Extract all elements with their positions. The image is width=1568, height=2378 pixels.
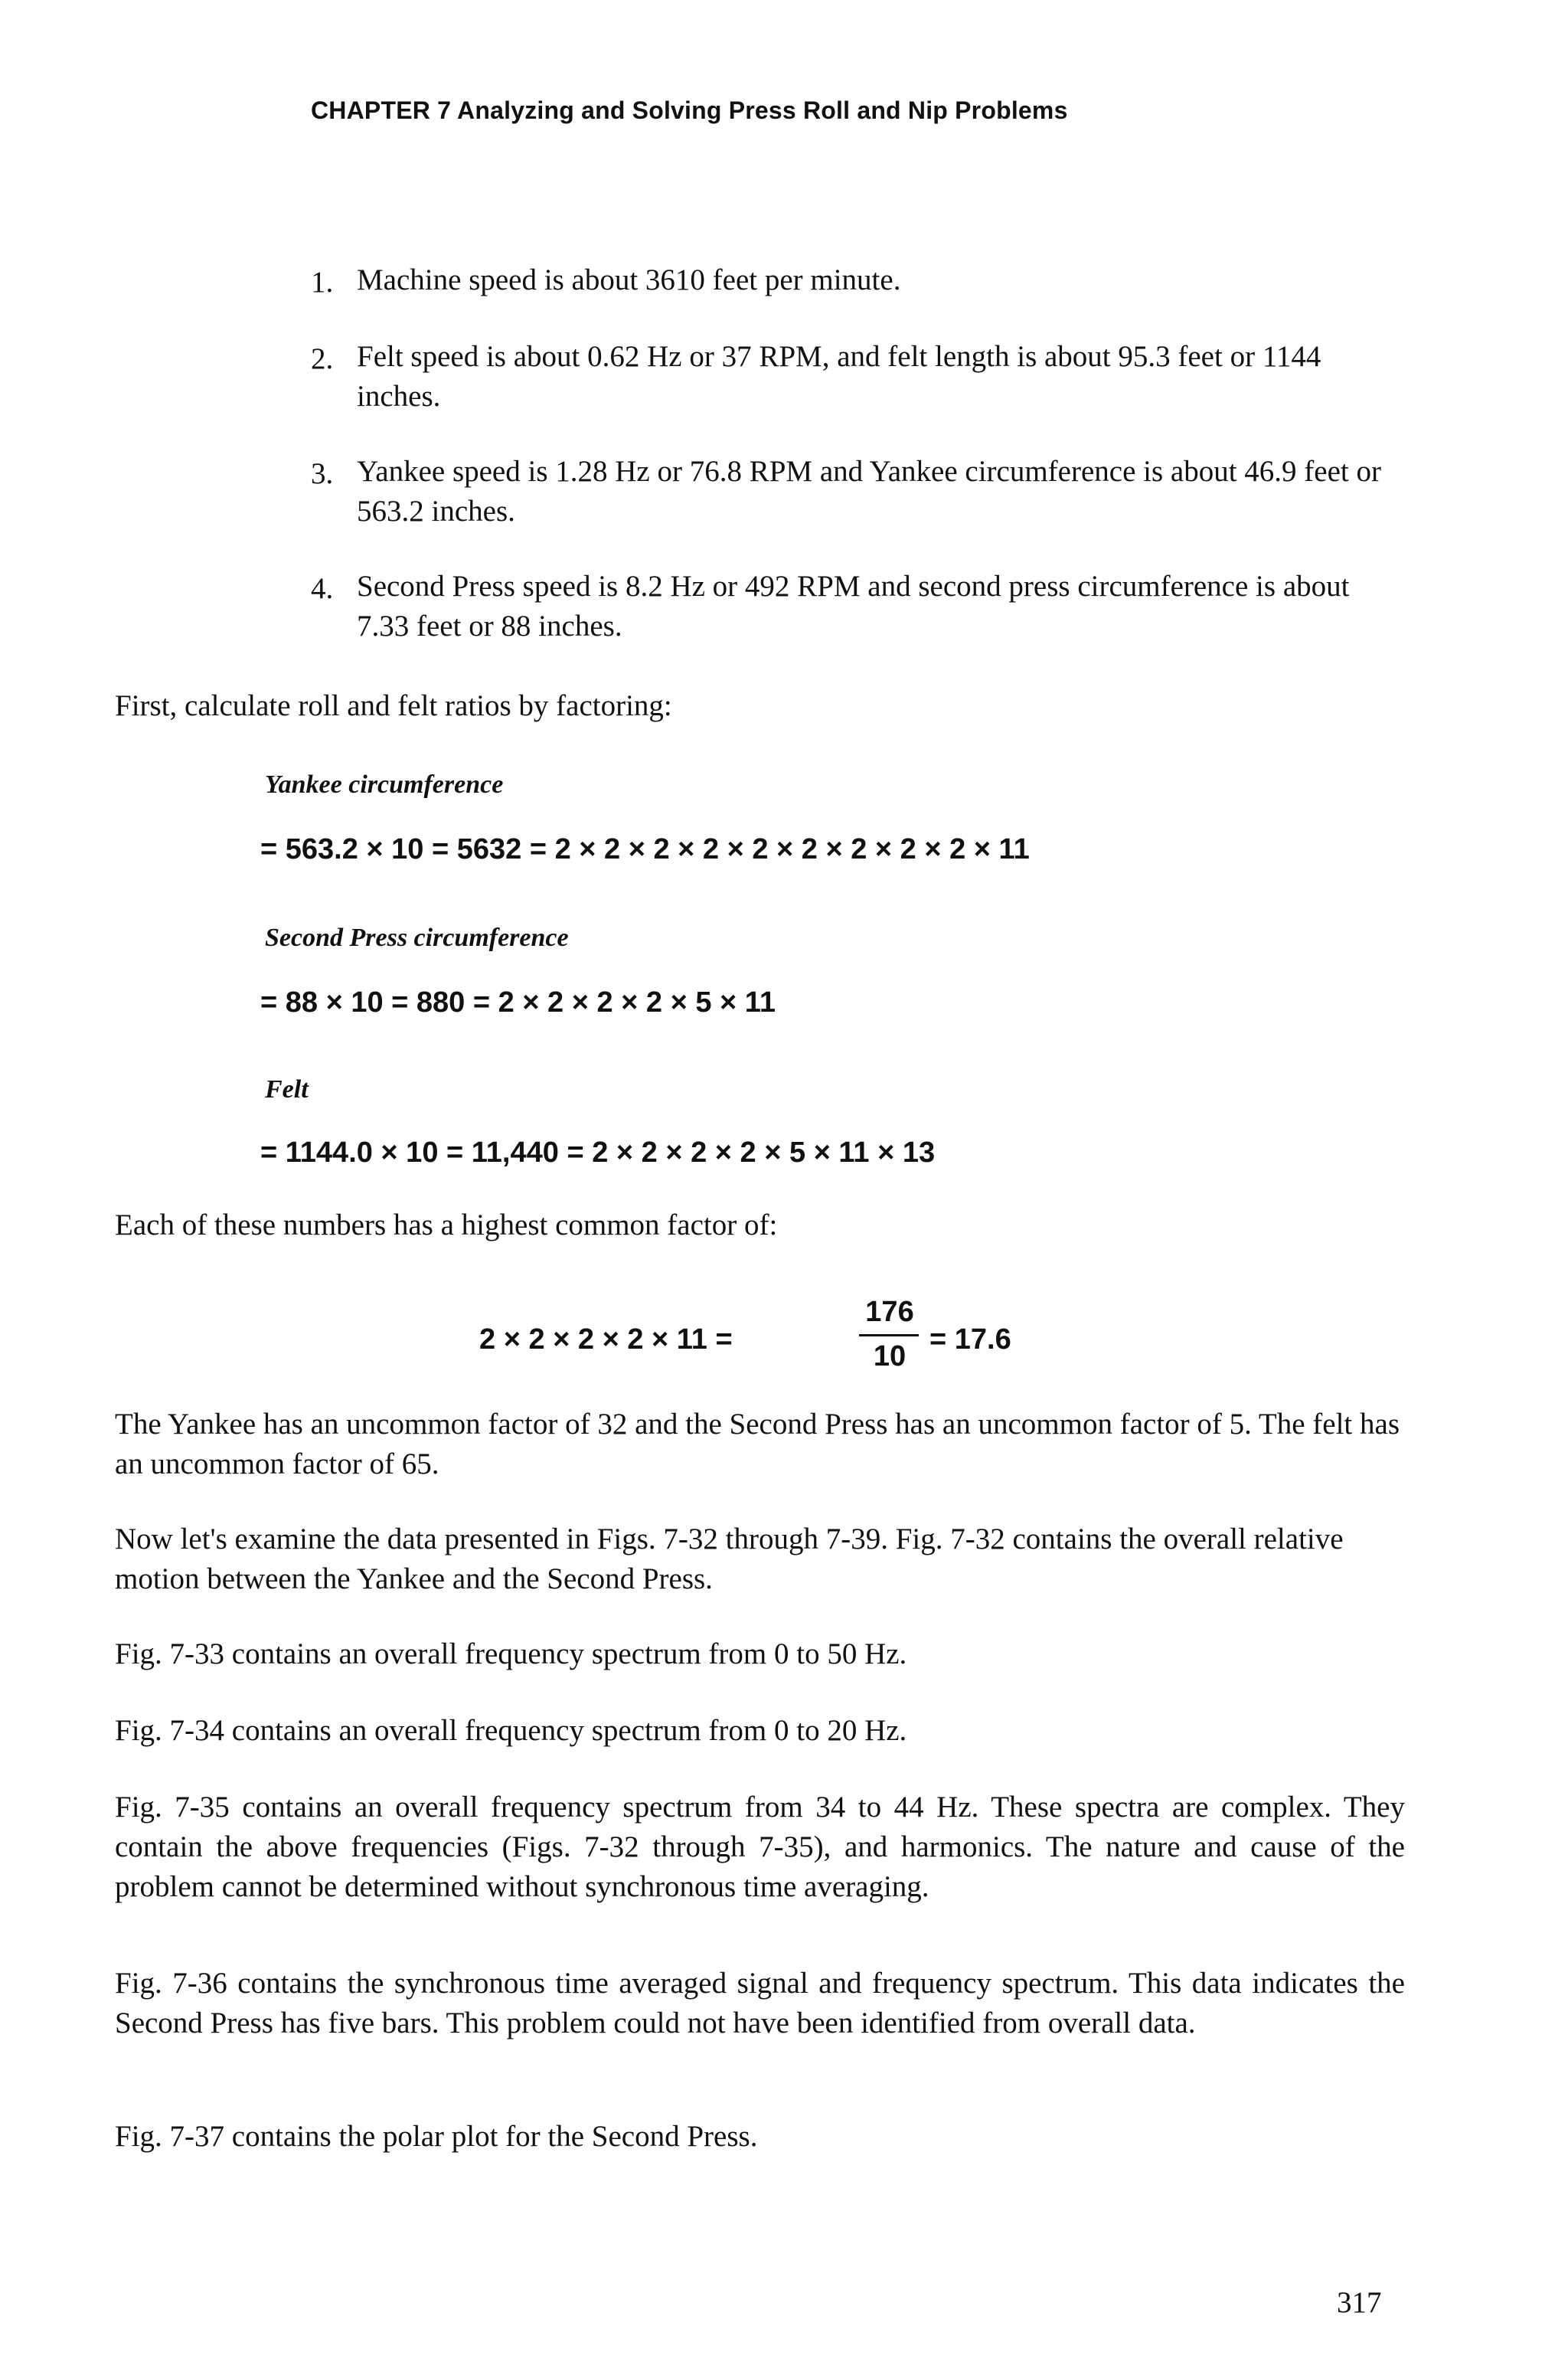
- paragraph-fig-7-35: Fig. 7-35 contains an overall frequency spectrum from 34 to 44 Hz. These spectra are complex. They contain the above frequencies (Figs. 7-32 through 7-35), and harmonics. The nature and cause of the problem cannot be determined without synchronous time averaging.: [115, 1791, 1405, 1903]
- hcf-numerator: 176: [865, 1296, 914, 1328]
- list-number-3: 3.: [311, 457, 334, 490]
- list-number-4: 4.: [311, 572, 334, 605]
- hcf-intro: Each of these numbers has a highest common factor of:: [115, 1209, 778, 1241]
- equation-label-second-press: Second Press circumference: [265, 924, 569, 952]
- paragraph-fig-7-33: Fig. 7-33 contains an overall frequency spectrum from 0 to 50 Hz.: [115, 1637, 907, 1670]
- paragraph-examine-data: Now let's examine the data presented in Figs. 7-32 through 7-39. Fig. 7-32 contains the overall relative motion between the Yankee and the Second Press.: [115, 1523, 1344, 1595]
- list-number-1: 1.: [311, 266, 334, 299]
- equation-yankee: = 563.2 × 10 = 5632 = 2 × 2 × 2 × 2 × 2 × 2 × 2 × 2 × 2 × 11: [260, 833, 1030, 865]
- hcf-rhs: = 17.6: [929, 1323, 1011, 1356]
- equation-label-yankee: Yankee circumference: [265, 770, 504, 799]
- paragraph-fig-7-37: Fig. 7-37 contains the polar plot for the Second Press.: [115, 2120, 758, 2153]
- list-item-1: Machine speed is about 3610 feet per minute.: [357, 263, 901, 296]
- running-head: CHAPTER 7 Analyzing and Solving Press Roll and Nip Problems: [311, 96, 1068, 124]
- paragraph-uncommon-factors: The Yankee has an uncommon factor of 32 and the Second Press has an uncommon factor of 5. The felt has an uncommon factor of 65.: [115, 1408, 1400, 1480]
- fraction-bar: [859, 1334, 919, 1336]
- equation-second-press: = 88 × 10 = 880 = 2 × 2 × 2 × 2 × 5 × 11: [260, 986, 776, 1019]
- paragraph-fig-7-34: Fig. 7-34 contains an overall frequency spectrum from 0 to 20 Hz.: [115, 1714, 907, 1747]
- list-item-3: Yankee speed is 1.28 Hz or 76.8 RPM and Yankee circumference is about 46.9 feet or 563.2 inches.: [357, 455, 1381, 528]
- equation-label-felt: Felt: [265, 1075, 309, 1104]
- list-item-2: Felt speed is about 0.62 Hz or 37 RPM, and felt length is about 95.3 feet or 1144 inches.: [357, 340, 1321, 413]
- hcf-denominator: 10: [873, 1340, 906, 1372]
- hcf-lhs: 2 × 2 × 2 × 2 × 11 =: [479, 1323, 733, 1356]
- intro-factoring: First, calculate roll and felt ratios by factoring:: [115, 689, 672, 722]
- list-number-2: 2.: [311, 342, 334, 375]
- equation-felt: = 1144.0 × 10 = 11,440 = 2 × 2 × 2 × 2 × 5 × 11 × 13: [260, 1137, 936, 1169]
- page-number: 317: [1337, 2286, 1382, 2319]
- hcf-equation: [0, 1287, 1568, 1394]
- paragraph-fig-7-36: Fig. 7-36 contains the synchronous time averaged signal and frequency spectrum. This data indicates the Second Press has five bars. This problem could not have been identified from overall data.: [115, 1967, 1405, 2039]
- list-item-4: Second Press speed is 8.2 Hz or 492 RPM and second press circumference is about 7.33 feet or 88 inches.: [357, 570, 1350, 643]
